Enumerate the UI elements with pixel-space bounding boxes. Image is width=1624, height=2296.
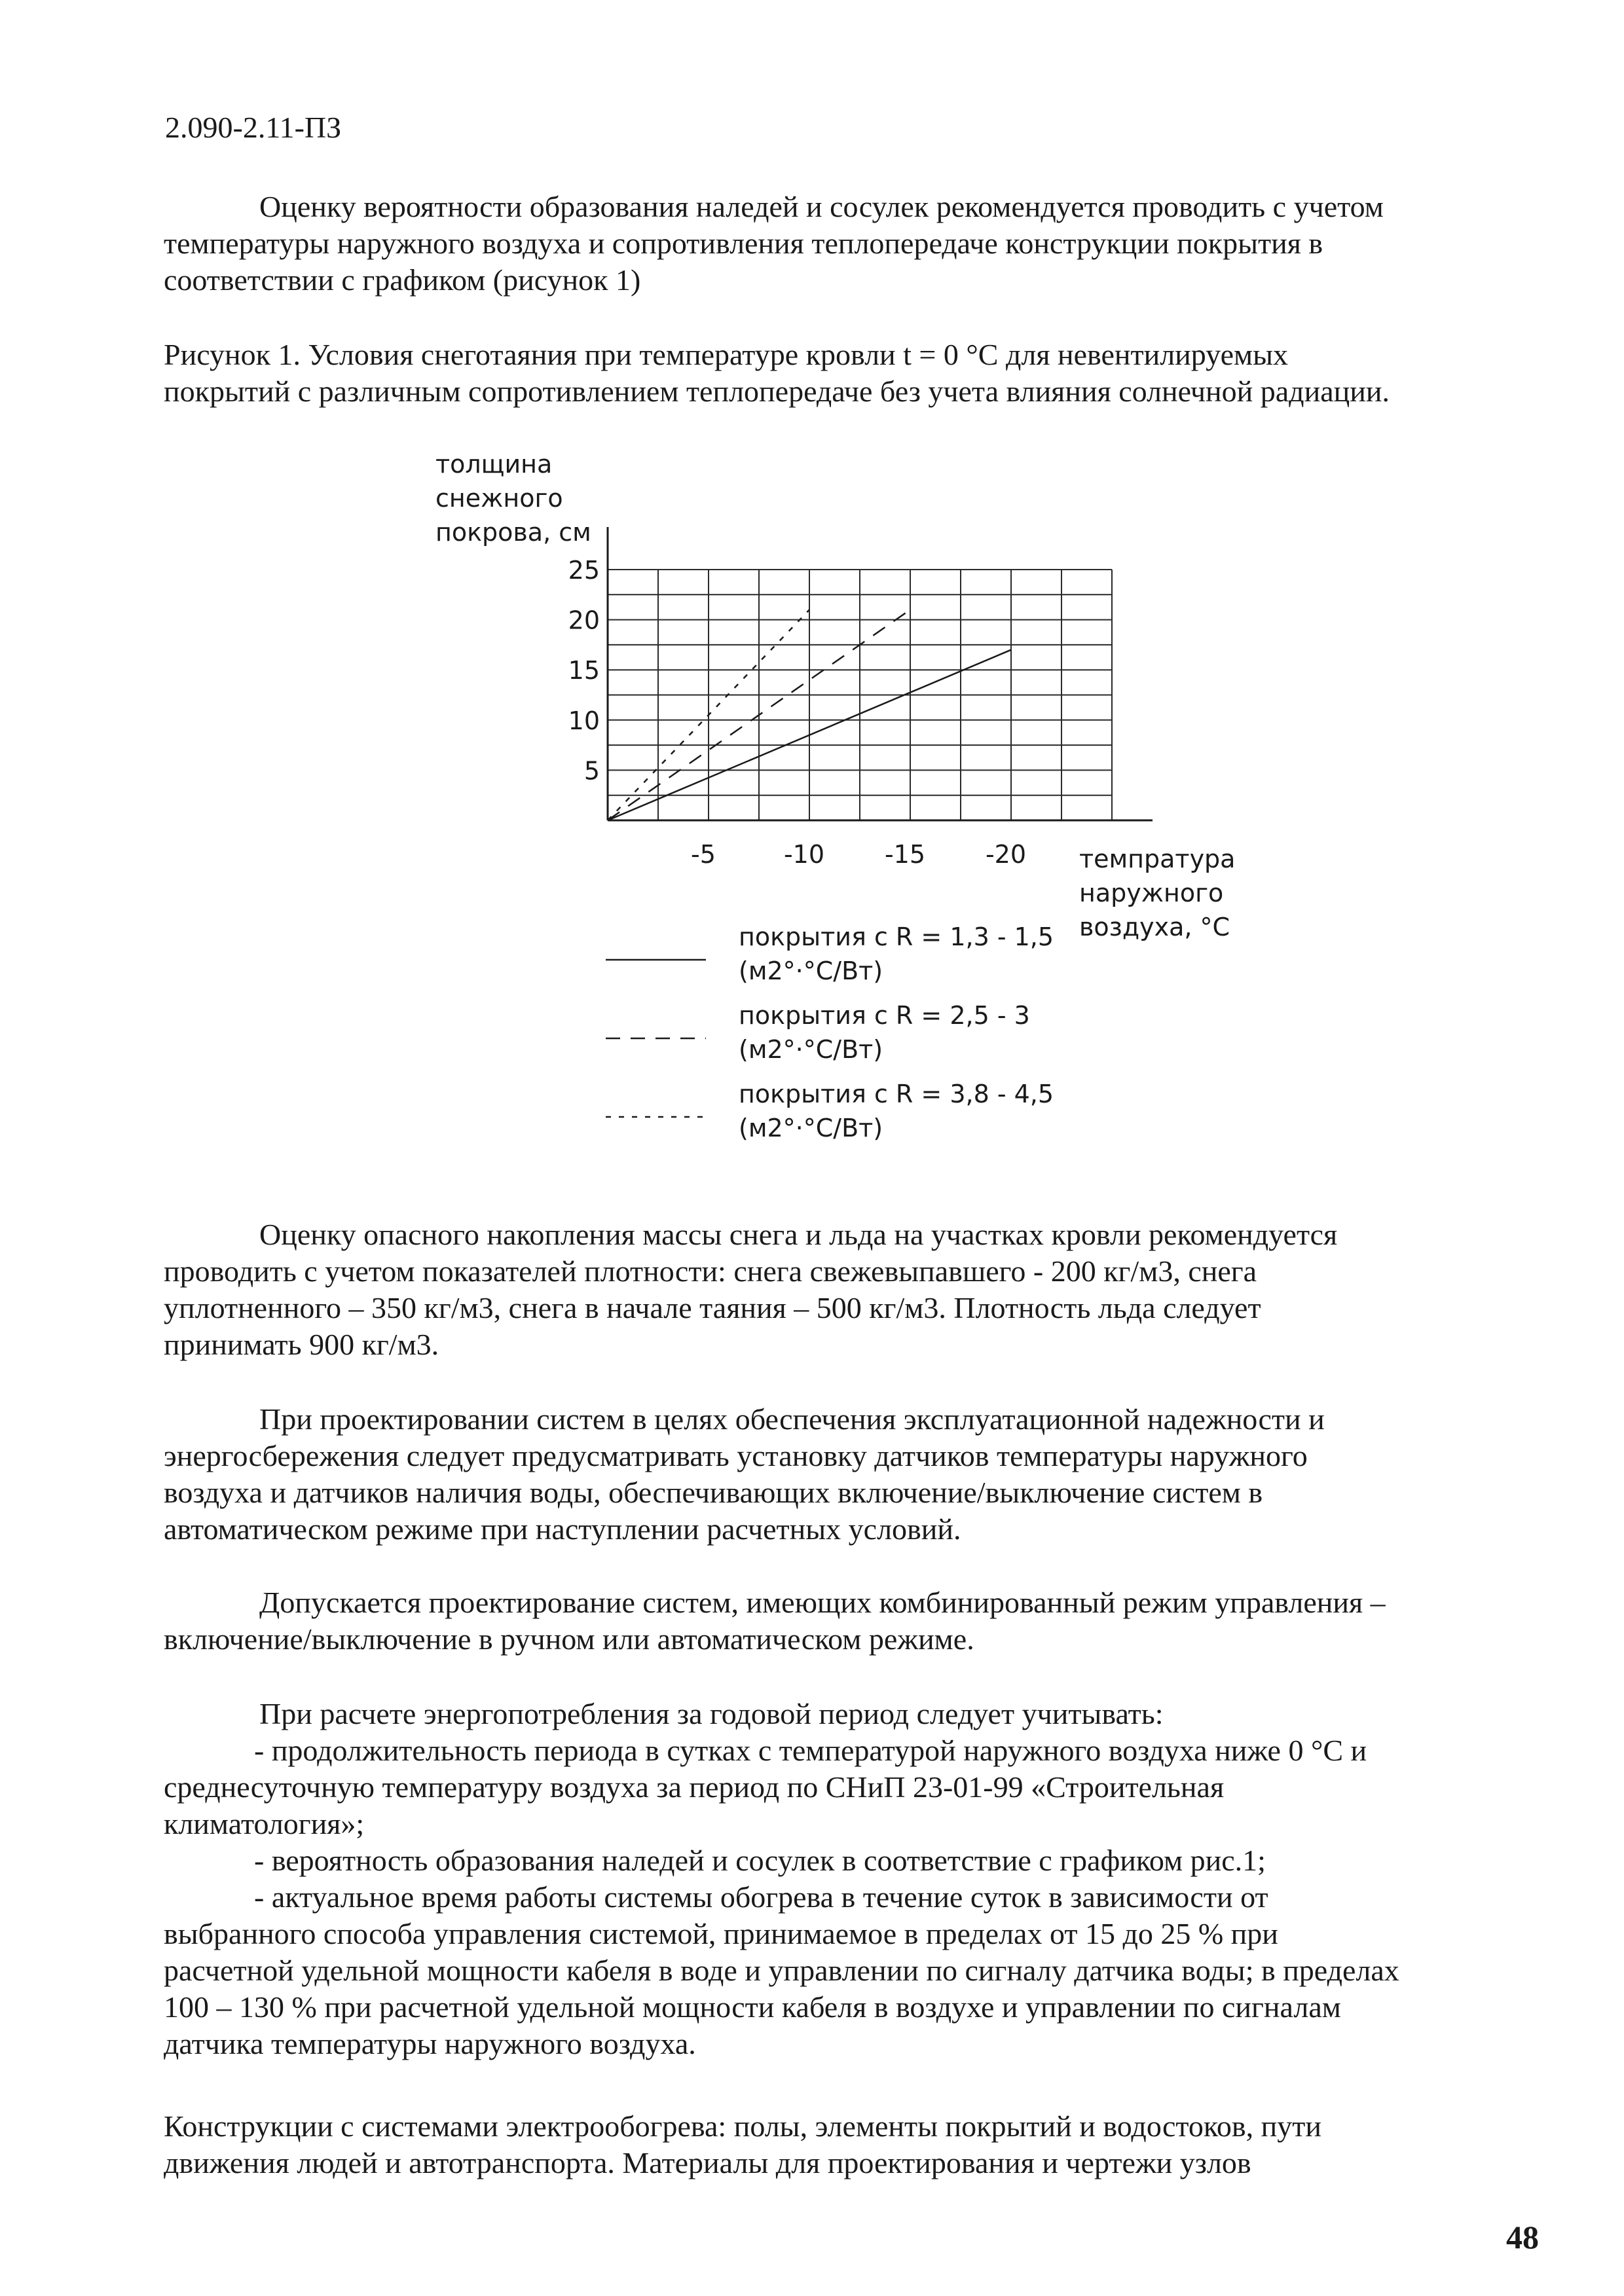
x-axis-label: темпратура — [1079, 845, 1236, 873]
text-line: температуры наружного воздуха и сопротивления теплопередаче конструкции покрытия в — [164, 227, 1323, 260]
caption-line: Рисунок 1. Условия снеготаяния при температуре кровли t = 0 °С для невентилируемых — [164, 338, 1289, 371]
text-line: 100 – 130 % при расчетной удельной мощности кабеля в воздухе и управлении по сигналам — [164, 1990, 1341, 2024]
caption-line: покрытий с различным сопротивлением теплопередаче без учета влияния солнечной радиации. — [164, 374, 1390, 408]
text-line: автоматическом режиме при наступлении расчетных условий. — [164, 1512, 961, 1546]
text-line: климатология»; — [164, 1807, 365, 1840]
series-line-3 — [608, 610, 809, 820]
series-line-1 — [608, 650, 1011, 820]
figure-caption — [164, 337, 1545, 410]
text-line: воздуха и датчиков наличия воды, обеспечивающих включение/выключение систем в — [164, 1476, 1263, 1509]
y-tick-label: 15 — [568, 656, 600, 685]
text-line: Оценку вероятности образования наледей и сосулек рекомендуется проводить с учетом — [259, 190, 1384, 223]
x-tick-label: -20 — [985, 840, 1027, 869]
text-line: энергосбережения следует предусматривать установку датчиков температуры наружного — [164, 1439, 1308, 1472]
y-axis-label: снежного — [435, 484, 563, 513]
legend-unit: (м2°·°С/Вт) — [739, 1114, 883, 1142]
legend-unit: (м2°·°С/Вт) — [739, 1035, 883, 1064]
series-line-2 — [608, 610, 910, 820]
y-tick-label: 10 — [568, 706, 600, 735]
text-line: Оценку опасного накопления массы снега и льда на участках кровли рекомендуется — [259, 1218, 1338, 1251]
y-tick-label: 20 — [568, 606, 600, 635]
text-line: среднесуточную температуру воздуха за период по СНиП 23-01-99 «Строительная — [164, 1770, 1225, 1804]
text-line: включение/выключение в ручном или автоматическом режиме. — [164, 1622, 974, 1656]
list-item: - продолжительность периода в сутках с температурой наружного воздуха ниже 0 °С и — [254, 1734, 1367, 1767]
y-tick-label: 25 — [568, 556, 600, 585]
text-line: Допускается проектирование систем, имеющих комбинированный режим управления – — [259, 1586, 1386, 1619]
document-code: 2.090-2.11-ПЗ — [165, 111, 342, 144]
text-line: Конструкции с системами электрообогрева: полы, элементы покрытий и водостоков, пути — [164, 2109, 1321, 2143]
text-line: датчика температуры наружного воздуха. — [164, 2027, 696, 2060]
legend-unit: (м2°·°С/Вт) — [739, 957, 883, 985]
text-line: При проектировании систем в целях обеспечения эксплуатационной надежности и — [259, 1402, 1325, 1436]
x-axis-label: наружного — [1079, 879, 1224, 907]
text-line: принимать 900 кг/м3. — [164, 1328, 439, 1361]
x-axis-label: воздуха, °С — [1079, 913, 1230, 941]
legend-label: покрытия с R = 3,8 - 4,5 — [739, 1080, 1054, 1108]
paragraph-control-mode — [164, 1584, 1545, 1658]
paragraph-energy — [164, 1696, 1545, 2062]
y-tick-label: 5 — [583, 756, 600, 786]
paragraph-constructions — [164, 2108, 1545, 2181]
text-line: При расчете энергопотребления за годовой период следует учитывать: — [259, 1697, 1164, 1730]
list-item: - вероятность образования наледей и сосулек в соответствие с графиком рис.1; — [254, 1844, 1266, 1877]
list-item: - актуальное время работы системы обогрева в течение суток в зависимости от — [254, 1880, 1268, 1914]
text-line: уплотненного – 350 кг/м3, снега в начале таяния – 500 кг/м3. Плотность льда следует — [164, 1291, 1261, 1324]
x-tick-label: -5 — [691, 840, 716, 869]
legend-label: покрытия с R = 2,5 - 3 — [739, 1001, 1030, 1030]
paragraph-snow-density — [164, 1216, 1545, 1363]
text-line: соответствии с графиком (рисунок 1) — [164, 263, 641, 297]
text-line: расчетной удельной мощности кабеля в воде и управлении по сигналу датчика воды; в пределах — [164, 1954, 1399, 1987]
paragraph-intro — [164, 189, 1545, 299]
y-axis-label: толщина — [435, 450, 553, 479]
legend-label: покрытия с R = 1,3 - 1,5 — [739, 922, 1054, 951]
x-tick-label: -10 — [783, 840, 825, 869]
text-line: проводить с учетом показателей плотности: снега свежевыпавшего - 200 кг/м3, снега — [164, 1254, 1257, 1288]
text-line: выбранного способа управления системой, принимаемое в пределах от 15 до 25 % при — [164, 1917, 1278, 1950]
paragraph-sensors — [164, 1401, 1545, 1548]
x-tick-label: -15 — [884, 840, 926, 869]
y-axis-label: покрова, см — [435, 518, 591, 547]
text-line: движения людей и автотранспорта. Материалы для проектирования и чертежи узлов — [164, 2146, 1251, 2179]
page-number: 48 — [1506, 2219, 1539, 2255]
